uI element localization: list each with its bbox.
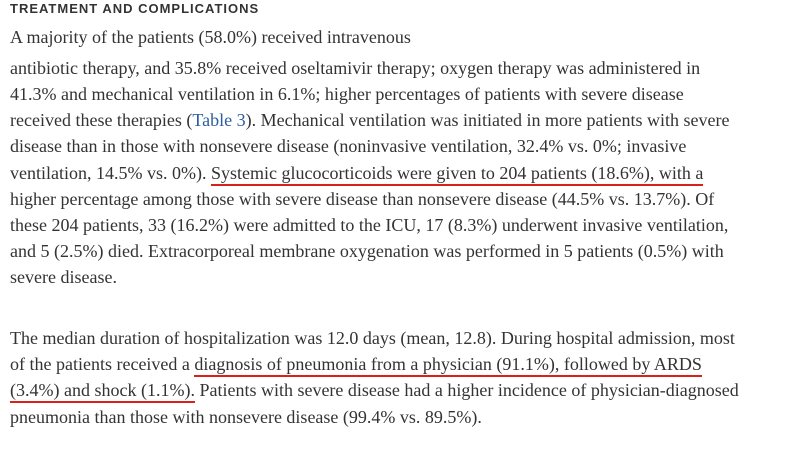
text-line [10,377,739,403]
highlighted-text-pneumonia: diagnosis of pneumonia from a physician (91.1%), followed by ARDS [194,354,701,377]
text-line: 41.3% and mechanical ventilation in 6.1%; higher percentages of patients with severe disease [10,84,684,104]
text-segment: received these therapies ( [10,110,193,130]
text-segment: ). Mechanical ventilation was initiated in more patients with severe [245,110,730,130]
highlighted-text-ards-shock: (3.4%) and shock (1.1%). [10,380,195,403]
text-segment: Patients with severe disease had a higher incidence of physician-diagnosed [194,380,739,400]
text-line: disease than in those with nonsevere disease (noninvasive ventilation, 32.4% vs. 0%; invasive [10,136,687,156]
text-line [10,351,702,377]
text-line: higher percentage among those with severe disease than nonsevere disease (44.5% vs. 13.7%). Of [10,189,715,209]
table-3-link[interactable]: Table 3 [192,110,246,130]
text-line: A majority of the patients (58.0%) received intravenous [10,27,411,47]
text-line: these 204 patients, 33 (16.2%) were admitted to the ICU, 17 (8.3%) underwent invasive ventilation, [10,215,729,235]
text-segment: of the patients received a [10,354,195,374]
text-line: antibiotic therapy, and 35.8% received oseltamivir therapy; oxygen therapy was administered in [10,58,701,78]
text-line: The median duration of hospitalization was 12.0 days (mean, 12.8). During hospital admission, most [10,328,735,348]
text-line [10,107,729,133]
section-heading: TREATMENT AND COMPLICATIONS [10,1,260,16]
highlighted-text-glucocorticoids: Systemic glucocorticoids were given to 204 patients (18.6%), with a [211,163,703,186]
text-line: severe disease. [10,267,117,287]
text-segment: ventilation, 14.5% vs. 0%). [10,163,211,183]
text-line: pneumonia than those with nonsevere disease (99.4% vs. 89.5%). [10,407,482,427]
text-line [10,160,703,186]
text-line: and 5 (2.5%) died. Extracorporeal membrane oxygenation was performed in 5 patients (0.5%) with [10,241,724,261]
